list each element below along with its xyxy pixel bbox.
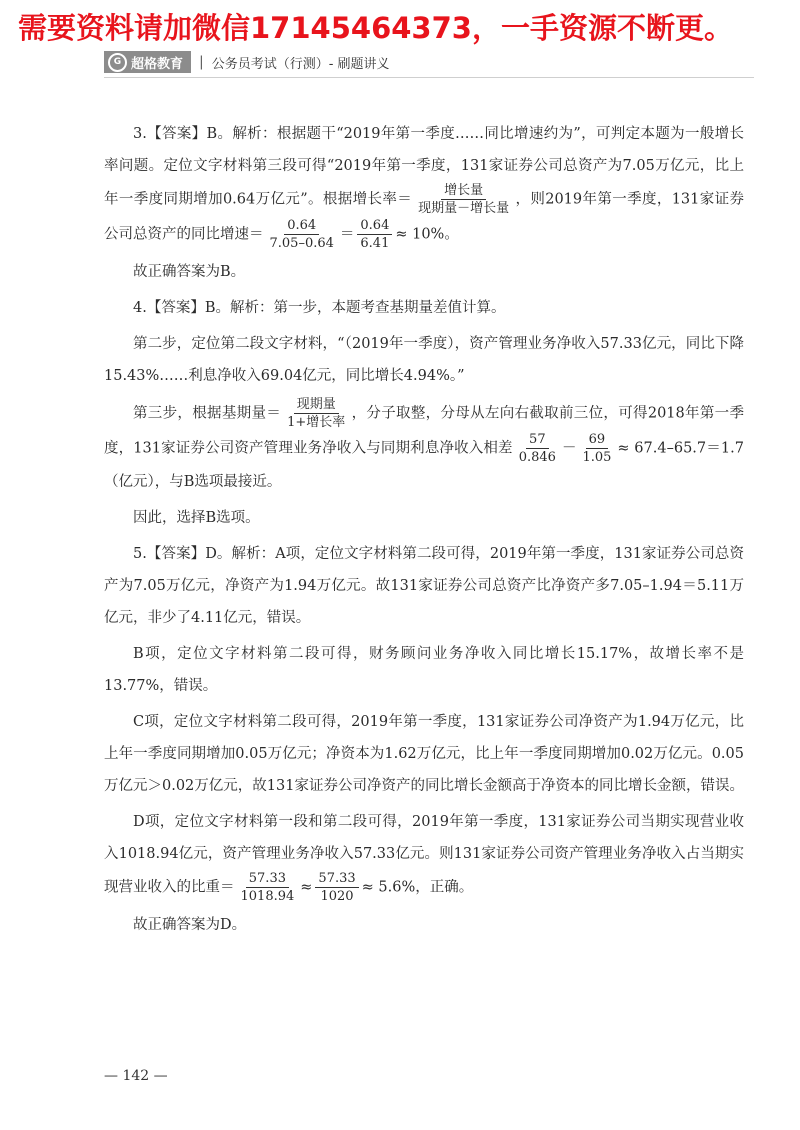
q4-fraction-a: $\frac{57}{0.846}$ [518,432,556,465]
logo-icon: G [108,53,127,72]
q5-option-b: B项，定位文字材料第二段可得，财务顾问业务净收入同比增长15.17%，故增长率不是13.77%，错误。 [104,646,744,694]
header-divider [104,77,754,78]
q5-conclusion: 故正确答案为D。 [133,917,247,933]
document-body [104,118,744,945]
q3-line-2: 般增长率问题。定位文字材料第三段可得“2019年第一季度，131家证券公司总资产为7.05 [104,126,745,174]
watermark-banner: 需要资料请加微信17145464373，一手资源不断更。 [18,11,733,45]
q3-fraction-a: $\frac{0.64}{7.05-0.64}$ [269,218,334,251]
q5-fraction-b: $\frac{57.33}{1020}$ [315,870,358,905]
q3-fraction-b: $\frac{0.64}{6.41}$ [357,217,392,252]
q3-growth-rate-formula: $\frac{\text{增长量}}{\text{现期量－增长量}}$ [418,183,510,216]
q3-explanation: 3.【答案】B。解析：根据题干“2019年第一季度……同比增速约为”，可判定本题为一般增长率问题。定位文字材料第三段可得“2019年第一季度，131家证券公司总资产为7.05万亿元，比上年一季度同期增加0.64万亿元”。根据增长率＝ $\frac{\text{增长量}}{\text{现期量－增长量}}$ ，则2019年第一季度，131家证券公司总资产的同比增速＝ $\frac{0.64}{7.05-0.64}$ ＝ $\frac{0.64}{6.41}$ ≈ 10%。 [104,126,745,251]
q3-line-1: 3.【答案】B。解析：根据题干“2019年第一季度……同比增速约为”，可判定本题为一 [133,126,700,142]
header-separator: | [199,54,204,70]
page-header [104,50,390,74]
q3-line-4: 一季度，131家证券公司总资产的同比增速＝ [104,191,744,243]
q4-step-2: 第二步，定位第二段文字材料，“（2019年一季度），资产管理业务净收入57.33亿元，同比下降15.43%……利息净收入69.04亿元，同比增长4.94%。” [104,336,744,384]
q4-conclusion: 因此，选择B选项。 [133,510,260,526]
q5-option-a: 5.【答案】D。解析：A项，定位文字材料第二段可得，2019年第一季度，131家证券公司总资产为7.05万亿元，净资产为1.94万亿元。故131家证券公司总资产比净资产多7.05–1.94＝5.11万亿元，非少了4.11亿元，错误。 [104,546,745,626]
q4-step-3: 第三步，根据基期量＝ $\frac{\text{现期量}}{\text{1+增长率}}$ ，分子取整，分母从左向右截取前三位，可得2018年第一季度，131家证券公司资产管理业务净收入与同期利息净收入相差 $\frac{57}{0.846}$ － $\frac{69}{1.05}$ ≈ 67.4–65.7＝1.7（亿元），与B选项最接近。 [104,397,744,490]
logo-text: 超格教育 [131,56,184,72]
q3-line-3: 万亿元，比上年一季度同期增加0.64万亿元”。根据增长率＝ [104,158,744,208]
q3-conclusion: 故正确答案为B。 [133,264,246,280]
q5-option-c: C项，定位文字材料第二段可得，2019年第一季度，131家证券公司净资产为1.94万亿元，比上年一季度同期增加0.05万亿元；净资本为1.62万亿元，比上年一季度同期增加0.02万亿元。0.05万亿元＞0.02万亿元，故131家证券公司净资产的同比增长金额高于净资本的同比增长金额，错误。 [104,714,744,794]
header-title: 公务员考试（行测）- 刷题讲义 [211,56,390,72]
q4-base-formula: $\frac{\text{现期量}}{\text{1+增长率}}$ [287,397,346,430]
q4-fraction-b: $\frac{69}{1.05}$ [582,432,612,465]
q5-fraction-a: $\frac{57.33}{1018.94}$ [240,871,295,904]
brand-logo [104,51,191,73]
q5-option-d: D项，定位文字材料第一段和第二段可得，2019年第一季度，131家证券公司当期实现营业收入1018.94亿元，资产管理业务净收入57.33亿元。则131家证券公司资产管理业务净收入占当期实现营业收入的比重＝ $\frac{57.33}{1018.94}$ ≈ $\frac{57.33}{1020}$ ≈ 5.6%，正确。 [104,814,745,904]
page-number: — 142 — [104,1068,168,1084]
q4-step-1: 4.【答案】B。解析：第一步，本题考查基期量差值计算。 [133,300,506,316]
